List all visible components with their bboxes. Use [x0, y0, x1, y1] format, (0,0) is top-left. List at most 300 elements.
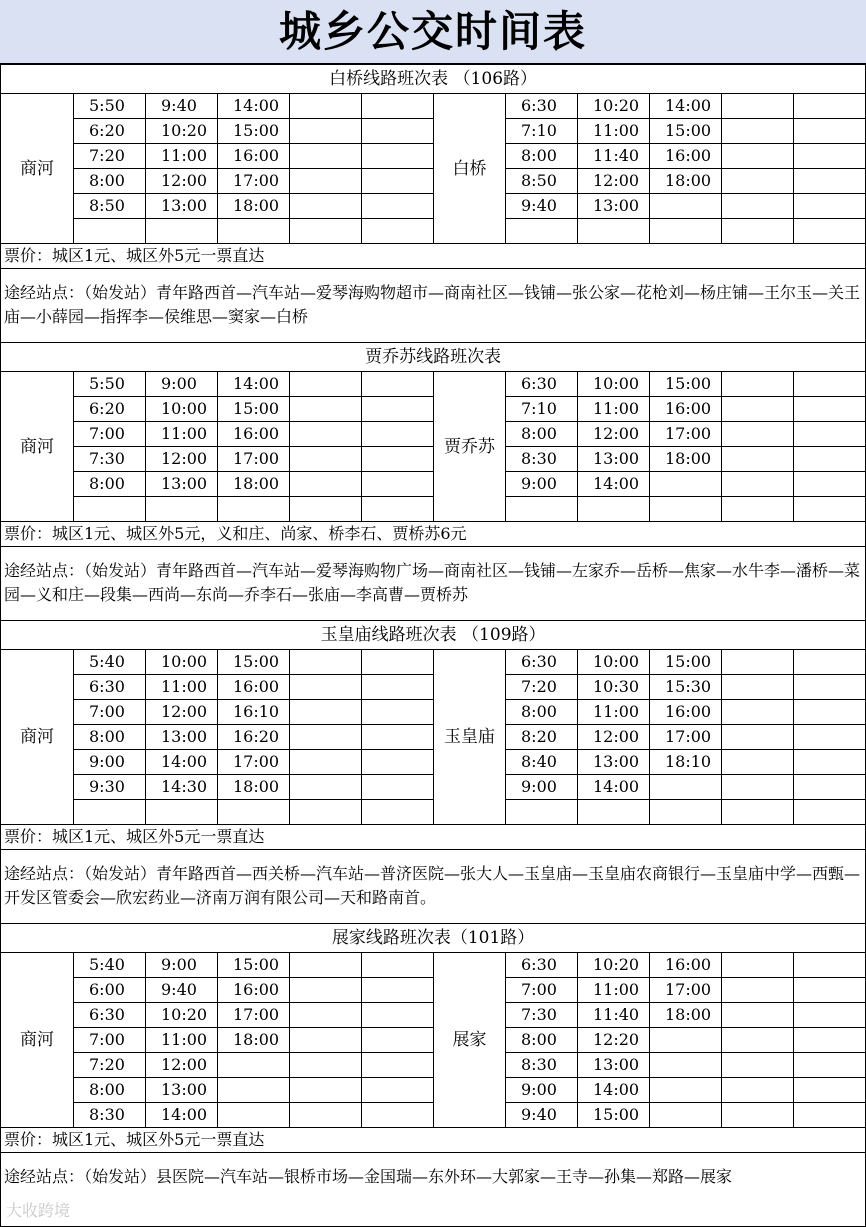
empty-cell — [290, 497, 362, 522]
table-row — [1, 953, 866, 978]
empty-cell — [290, 1003, 362, 1028]
return-time — [578, 497, 650, 522]
departure-time: 16:00 — [218, 144, 290, 169]
empty-cell — [362, 650, 434, 675]
empty-cell — [794, 675, 866, 700]
departure-time: 5:50 — [74, 94, 146, 119]
empty-cell — [794, 953, 866, 978]
return-time: 15:00 — [650, 650, 722, 675]
section-header: 玉皇庙线路班次表 （109路） — [1, 621, 866, 650]
empty-cell — [362, 725, 434, 750]
return-time: 9:40 — [506, 1103, 578, 1128]
departure-time — [146, 800, 218, 825]
return-time: 17:00 — [650, 725, 722, 750]
empty-cell — [722, 144, 794, 169]
departure-time: 18:00 — [218, 194, 290, 219]
departure-time: 8:50 — [74, 194, 146, 219]
empty-cell — [362, 1078, 434, 1103]
departure-time — [218, 1103, 290, 1128]
table-row — [1, 219, 866, 244]
empty-cell — [722, 953, 794, 978]
departure-time: 5:40 — [74, 650, 146, 675]
empty-cell — [362, 144, 434, 169]
return-time: 9:40 — [506, 194, 578, 219]
empty-cell — [290, 953, 362, 978]
departure-time: 8:30 — [74, 1103, 146, 1128]
section-header-row — [1, 924, 866, 953]
return-time: 15:30 — [650, 675, 722, 700]
departure-time: 9:00 — [146, 372, 218, 397]
table-row — [1, 144, 866, 169]
departure-time: 14:00 — [146, 750, 218, 775]
empty-cell — [794, 1003, 866, 1028]
departure-time: 13:00 — [146, 472, 218, 497]
page-title: 城乡公交时间表 — [0, 0, 866, 64]
return-time — [650, 800, 722, 825]
return-time — [578, 800, 650, 825]
departure-time: 9:00 — [146, 953, 218, 978]
departure-time: 6:30 — [74, 675, 146, 700]
empty-cell — [722, 372, 794, 397]
empty-cell — [722, 650, 794, 675]
empty-cell — [362, 1003, 434, 1028]
empty-cell — [722, 422, 794, 447]
empty-cell — [794, 750, 866, 775]
departure-time: 17:00 — [218, 169, 290, 194]
return-time: 9:00 — [506, 472, 578, 497]
return-time: 12:00 — [578, 725, 650, 750]
empty-cell — [362, 1028, 434, 1053]
empty-cell — [290, 447, 362, 472]
return-time: 9:00 — [506, 1078, 578, 1103]
return-time: 14:00 — [578, 1078, 650, 1103]
empty-cell — [794, 422, 866, 447]
empty-cell — [362, 397, 434, 422]
section-header: 白桥线路班次表 （106路） — [1, 65, 866, 94]
return-time: 18:00 — [650, 1003, 722, 1028]
return-time: 16:00 — [650, 397, 722, 422]
table-row — [1, 750, 866, 775]
departure-time — [218, 800, 290, 825]
price-row — [1, 825, 866, 850]
empty-cell — [722, 447, 794, 472]
return-time: 6:30 — [506, 953, 578, 978]
empty-cell — [794, 94, 866, 119]
route-row — [1, 1153, 866, 1227]
table-row — [1, 372, 866, 397]
empty-cell — [290, 472, 362, 497]
empty-cell — [290, 219, 362, 244]
return-time: 16:00 — [650, 953, 722, 978]
return-time: 16:00 — [650, 144, 722, 169]
return-time: 14:00 — [578, 472, 650, 497]
section-header-row — [1, 621, 866, 650]
empty-cell — [722, 219, 794, 244]
empty-cell — [290, 1053, 362, 1078]
departure-time: 13:00 — [146, 194, 218, 219]
empty-cell — [722, 700, 794, 725]
return-time: 11:00 — [578, 978, 650, 1003]
return-time: 13:00 — [578, 194, 650, 219]
return-time — [650, 1103, 722, 1128]
return-time: 13:00 — [578, 1053, 650, 1078]
departure-time: 18:00 — [218, 472, 290, 497]
price-row — [1, 1128, 866, 1153]
return-time: 14:00 — [578, 775, 650, 800]
price-row — [1, 244, 866, 269]
departure-time: 5:50 — [74, 372, 146, 397]
route-row — [1, 269, 866, 343]
timetable-grid — [0, 64, 866, 1227]
empty-cell — [794, 775, 866, 800]
empty-cell — [722, 397, 794, 422]
departure-time — [218, 219, 290, 244]
return-time: 8:30 — [506, 1053, 578, 1078]
return-time: 7:10 — [506, 397, 578, 422]
empty-cell — [362, 800, 434, 825]
empty-cell — [290, 675, 362, 700]
departure-time: 12:00 — [146, 447, 218, 472]
departure-time: 10:00 — [146, 397, 218, 422]
empty-cell — [362, 497, 434, 522]
return-time: 8:00 — [506, 422, 578, 447]
departure-time: 14:00 — [218, 94, 290, 119]
empty-cell — [722, 978, 794, 1003]
departure-time: 16:00 — [218, 978, 290, 1003]
empty-cell — [362, 1103, 434, 1128]
route-stops: 途经站点：（始发站）青年路西首—西关桥—汽车站—普济医院—张大人—玉皇庙—玉皇庙农商银行—玉皇庙中学—西甄—开发区管委会—欣宏药业—济南万润有限公司—天和路南首。 — [4, 864, 861, 907]
return-time — [650, 194, 722, 219]
return-time: 10:00 — [578, 372, 650, 397]
section-header-row — [1, 343, 866, 372]
return-time — [650, 1078, 722, 1103]
table-row — [1, 800, 866, 825]
return-time: 7:00 — [506, 978, 578, 1003]
return-time: 8:00 — [506, 700, 578, 725]
return-time — [650, 219, 722, 244]
route-row — [1, 850, 866, 924]
origin-stop: 商河 — [1, 953, 74, 1128]
table-row — [1, 700, 866, 725]
departure-time: 6:20 — [74, 397, 146, 422]
return-time: 14:00 — [650, 94, 722, 119]
empty-cell — [794, 447, 866, 472]
departure-time: 6:30 — [74, 1003, 146, 1028]
departure-time: 7:00 — [74, 422, 146, 447]
empty-cell — [794, 472, 866, 497]
departure-time: 15:00 — [218, 953, 290, 978]
price-row — [1, 522, 866, 547]
empty-cell — [722, 472, 794, 497]
departure-time: 10:20 — [146, 1003, 218, 1028]
empty-cell — [794, 700, 866, 725]
return-time: 16:00 — [650, 700, 722, 725]
departure-time: 12:00 — [146, 1053, 218, 1078]
route-stops: 途经站点：（始发站）青年路西首—汽车站—爱琴海购物广场—商南社区—钱铺—左家乔—岳桥—焦家—水牛李—潘桥—菜园—义和庄—段集—西尚—东尚—乔李石—张庙—李高曹—贾桥苏 — [4, 561, 861, 604]
terminal-stop: 玉皇庙 — [434, 650, 506, 825]
empty-cell — [290, 750, 362, 775]
departure-time: 8:00 — [74, 472, 146, 497]
departure-time — [218, 497, 290, 522]
departure-time: 6:20 — [74, 119, 146, 144]
empty-cell — [362, 447, 434, 472]
origin-stop: 商河 — [1, 372, 74, 522]
table-row — [1, 447, 866, 472]
empty-cell — [290, 1103, 362, 1128]
return-time: 8:50 — [506, 169, 578, 194]
section-header: 贾乔苏线路班次表 — [1, 343, 866, 372]
empty-cell — [794, 119, 866, 144]
empty-cell — [722, 675, 794, 700]
empty-cell — [794, 1028, 866, 1053]
empty-cell — [722, 1003, 794, 1028]
return-time: 15:00 — [650, 119, 722, 144]
return-time: 17:00 — [650, 422, 722, 447]
empty-cell — [722, 169, 794, 194]
route-cell — [1, 1153, 866, 1227]
empty-cell — [362, 119, 434, 144]
empty-cell — [362, 372, 434, 397]
empty-cell — [722, 800, 794, 825]
departure-time: 6:00 — [74, 978, 146, 1003]
table-row — [1, 472, 866, 497]
empty-cell — [794, 372, 866, 397]
empty-cell — [290, 1028, 362, 1053]
departure-time: 11:00 — [146, 1028, 218, 1053]
return-time — [650, 1028, 722, 1053]
return-time: 6:30 — [506, 650, 578, 675]
departure-time: 7:20 — [74, 144, 146, 169]
empty-cell — [290, 1078, 362, 1103]
empty-cell — [362, 94, 434, 119]
table-row — [1, 397, 866, 422]
return-time: 12:00 — [578, 422, 650, 447]
return-time: 8:00 — [506, 144, 578, 169]
table-row — [1, 169, 866, 194]
return-time: 13:00 — [578, 447, 650, 472]
empty-cell — [794, 1078, 866, 1103]
departure-time: 7:00 — [74, 1028, 146, 1053]
return-time — [506, 497, 578, 522]
return-time: 7:30 — [506, 1003, 578, 1028]
departure-time: 17:00 — [218, 1003, 290, 1028]
empty-cell — [722, 119, 794, 144]
empty-cell — [362, 750, 434, 775]
fare-info: 票价：城区1元、城区外5元一票直达 — [1, 244, 866, 269]
departure-time — [74, 219, 146, 244]
departure-time: 14:00 — [146, 1103, 218, 1128]
departure-time: 9:30 — [74, 775, 146, 800]
departure-time — [146, 497, 218, 522]
empty-cell — [362, 219, 434, 244]
return-time: 11:40 — [578, 1003, 650, 1028]
departure-time — [74, 497, 146, 522]
table-row — [1, 1053, 866, 1078]
return-time: 8:40 — [506, 750, 578, 775]
return-time: 8:00 — [506, 1028, 578, 1053]
route-cell — [1, 269, 866, 343]
departure-time: 16:00 — [218, 422, 290, 447]
empty-cell — [722, 194, 794, 219]
departure-time: 16:10 — [218, 700, 290, 725]
route-stops: 途经站点：（始发站）青年路西首—汽车站—爱琴海购物超市—商南社区—钱铺—张公家—花枪刘—杨庄铺—王尔玉—关王庙—小薛园—指挥李—侯维思—窦家—白桥 — [4, 283, 861, 326]
empty-cell — [722, 1103, 794, 1128]
departure-time: 9:40 — [146, 94, 218, 119]
departure-time: 9:40 — [146, 978, 218, 1003]
empty-cell — [722, 1053, 794, 1078]
departure-time — [146, 219, 218, 244]
empty-cell — [722, 1078, 794, 1103]
empty-cell — [794, 219, 866, 244]
return-time — [578, 219, 650, 244]
section-header: 展家线路班次表（101路） — [1, 924, 866, 953]
departure-time: 8:00 — [74, 1078, 146, 1103]
terminal-stop: 展家 — [434, 953, 506, 1128]
departure-time: 12:00 — [146, 169, 218, 194]
empty-cell — [722, 1028, 794, 1053]
return-time: 10:20 — [578, 953, 650, 978]
departure-time: 7:20 — [74, 1053, 146, 1078]
empty-cell — [794, 1053, 866, 1078]
return-time: 9:00 — [506, 775, 578, 800]
departure-time — [218, 1078, 290, 1103]
return-time: 11:00 — [578, 119, 650, 144]
departure-time: 8:00 — [74, 725, 146, 750]
return-time: 12:00 — [578, 169, 650, 194]
return-time: 17:00 — [650, 978, 722, 1003]
empty-cell — [794, 978, 866, 1003]
departure-time: 10:00 — [146, 650, 218, 675]
empty-cell — [290, 800, 362, 825]
terminal-stop: 贾乔苏 — [434, 372, 506, 522]
departure-time: 10:20 — [146, 119, 218, 144]
return-time: 11:00 — [578, 700, 650, 725]
empty-cell — [290, 372, 362, 397]
empty-cell — [794, 194, 866, 219]
departure-time: 17:00 — [218, 447, 290, 472]
return-time: 15:00 — [650, 372, 722, 397]
return-time: 11:40 — [578, 144, 650, 169]
table-row — [1, 1103, 866, 1128]
departure-time: 7:30 — [74, 447, 146, 472]
empty-cell — [794, 650, 866, 675]
departure-time: 8:00 — [74, 169, 146, 194]
fare-info: 票价：城区1元、城区外5元，义和庄、尚家、桥李石、贾桥苏6元 — [1, 522, 866, 547]
empty-cell — [362, 1053, 434, 1078]
empty-cell — [362, 472, 434, 497]
table-row — [1, 775, 866, 800]
return-time — [650, 472, 722, 497]
empty-cell — [722, 775, 794, 800]
return-time: 7:10 — [506, 119, 578, 144]
empty-cell — [362, 953, 434, 978]
departure-time — [218, 1053, 290, 1078]
departure-time: 7:00 — [74, 700, 146, 725]
return-time — [506, 800, 578, 825]
table-row — [1, 94, 866, 119]
departure-time: 5:40 — [74, 953, 146, 978]
empty-cell — [794, 169, 866, 194]
empty-cell — [794, 725, 866, 750]
route-row — [1, 547, 866, 621]
return-time: 10:30 — [578, 675, 650, 700]
empty-cell — [794, 397, 866, 422]
table-row — [1, 1078, 866, 1103]
empty-cell — [362, 194, 434, 219]
empty-cell — [362, 775, 434, 800]
return-time: 8:30 — [506, 447, 578, 472]
table-row — [1, 1028, 866, 1053]
fare-info: 票价：城区1元、城区外5元一票直达 — [1, 1128, 866, 1153]
table-row — [1, 1003, 866, 1028]
departure-time: 17:00 — [218, 750, 290, 775]
empty-cell — [290, 94, 362, 119]
return-time: 12:20 — [578, 1028, 650, 1053]
empty-cell — [794, 1103, 866, 1128]
return-time: 18:10 — [650, 750, 722, 775]
route-stops: 途经站点：（始发站）县医院—汽车站—银桥市场—金国瑞—东外环—大郭家—王寺—孙集—郑路—展家 — [4, 1167, 733, 1186]
empty-cell — [362, 422, 434, 447]
route-cell — [1, 547, 866, 621]
departure-time — [74, 800, 146, 825]
return-time: 8:20 — [506, 725, 578, 750]
return-time: 18:00 — [650, 169, 722, 194]
table-row — [1, 675, 866, 700]
empty-cell — [722, 94, 794, 119]
terminal-stop: 白桥 — [434, 94, 506, 244]
departure-time: 18:00 — [218, 1028, 290, 1053]
empty-cell — [290, 194, 362, 219]
departure-time: 15:00 — [218, 397, 290, 422]
departure-time: 14:30 — [146, 775, 218, 800]
return-time: 13:00 — [578, 750, 650, 775]
table-row — [1, 497, 866, 522]
departure-time: 18:00 — [218, 775, 290, 800]
table-row — [1, 422, 866, 447]
empty-cell — [290, 700, 362, 725]
return-time — [650, 1053, 722, 1078]
empty-cell — [794, 800, 866, 825]
empty-cell — [290, 144, 362, 169]
empty-cell — [290, 169, 362, 194]
departure-time: 14:00 — [218, 372, 290, 397]
departure-time: 15:00 — [218, 119, 290, 144]
departure-time: 9:00 — [74, 750, 146, 775]
empty-cell — [362, 978, 434, 1003]
departure-time: 16:00 — [218, 675, 290, 700]
return-time: 10:20 — [578, 94, 650, 119]
empty-cell — [794, 144, 866, 169]
empty-cell — [290, 397, 362, 422]
departure-time: 11:00 — [146, 144, 218, 169]
departure-time: 11:00 — [146, 422, 218, 447]
return-time: 6:30 — [506, 372, 578, 397]
empty-cell — [362, 169, 434, 194]
empty-cell — [290, 650, 362, 675]
departure-time: 15:00 — [218, 650, 290, 675]
table-row — [1, 978, 866, 1003]
departure-time: 11:00 — [146, 675, 218, 700]
empty-cell — [362, 675, 434, 700]
table-row — [1, 119, 866, 144]
return-time — [650, 497, 722, 522]
departure-time: 13:00 — [146, 1078, 218, 1103]
empty-cell — [722, 497, 794, 522]
origin-stop: 商河 — [1, 650, 74, 825]
return-time — [506, 219, 578, 244]
return-time: 15:00 — [578, 1103, 650, 1128]
return-time: 7:20 — [506, 675, 578, 700]
